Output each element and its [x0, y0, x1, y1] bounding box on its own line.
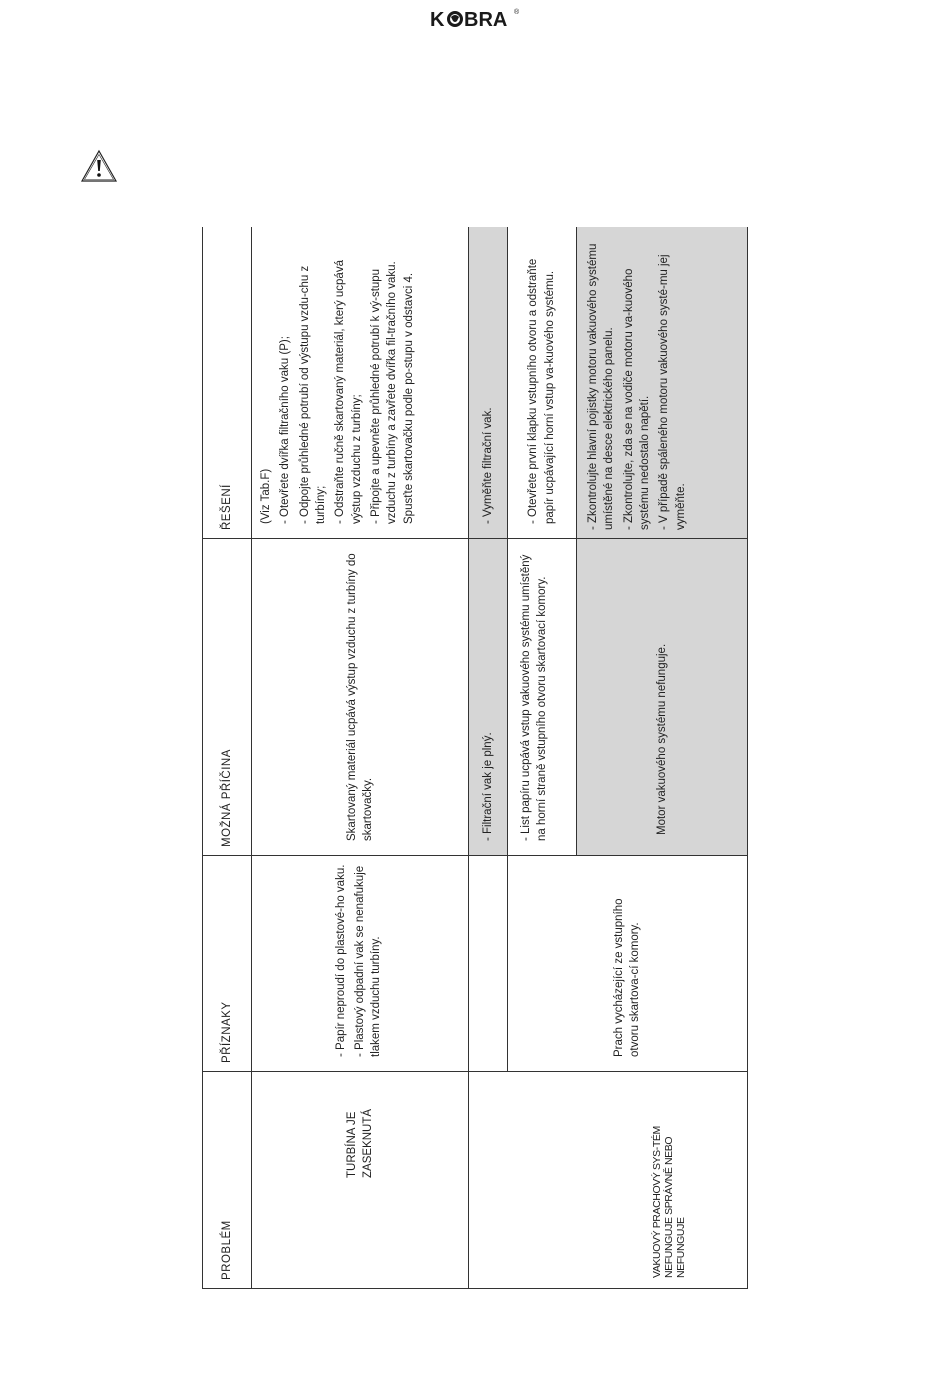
- kobra-logo: [430, 6, 525, 32]
- kobra-logo-mark: [430, 6, 525, 32]
- header-problem: PROBLÉM: [203, 1072, 252, 1289]
- troubleshooting-table-container: [202, 227, 748, 1289]
- header-solution: ŘEŠENÍ: [203, 227, 252, 539]
- svg-text:BRA: BRA: [464, 9, 508, 31]
- solution-line: - Odpojte průhledné potrubí od výstupu vzdu-chu z turbíny;: [298, 265, 327, 524]
- symptoms-cell: [252, 856, 469, 1072]
- solution-cell: [252, 227, 469, 539]
- troubleshooting-table: [202, 227, 748, 1289]
- solution-line: - Zkontrolujte, zda se na vodiče motoru va-kuového systému nedostalo napětí.: [622, 268, 651, 530]
- problem-cell: TURBÍNA JE ZASEKNUTÁ: [252, 1072, 469, 1289]
- solution-cell: - Vyměňte filtrační vak.: [469, 227, 507, 539]
- solution-cell: - Otevřete první klapku vstupního otvoru a odstraňte papír ucpávající horní vstup va-kuového systému.: [507, 227, 576, 539]
- cause-cell: Motor vakuového systému nefunguje.: [576, 539, 747, 856]
- svg-text:K: K: [430, 9, 445, 31]
- symptom-line: - Papír neproudí do plastové-ho vaku.: [334, 864, 347, 1057]
- table-row: [469, 227, 507, 1289]
- symptoms-cell: Prach vycházející ze vstupního otvoru skartova-cí komory.: [507, 856, 747, 1072]
- table-header-row: [203, 227, 252, 1289]
- solution-line: - Připojte a upevněte průhledné potrubí k vý-stupu vzduchu z turbíny a zavřete dvířka fil-tračního vaku. Spusťte skartovačku podle po-stupu v odstavci 4.: [369, 261, 415, 524]
- solution-line: - Odstraňte ručně skartovaný materiál, který ucpává výstup vzduchu z turbíny;: [334, 260, 363, 524]
- solution-line: - Otevřete dvířka filtračního vaku (P);: [279, 336, 292, 524]
- warning-triangle-icon: [80, 149, 118, 183]
- header-cause: MOŽNÁ PŘÍČINA: [203, 539, 252, 856]
- symptom-line: - Plastový odpadní vak se nenafukuje tlakem vzduchu turbíny.: [353, 865, 383, 1057]
- solution-line: - V případě spáleného motoru vakuového systé-mu jej vyměňte.: [658, 254, 687, 530]
- solution-cell: [576, 227, 747, 539]
- cause-cell: - List papíru ucpává vstup vakuového systému umístěný na horní straně vstupního otvoru skartovací komory.: [507, 539, 576, 856]
- registered-mark: ®: [514, 9, 520, 16]
- problem-cell: VAKUOVÝ PRACHOVÝ SYS-TÉM NEFUNGUJE SPRÁVNĚ NEBO NEFUNGUJE: [469, 1072, 748, 1289]
- symptoms-cell: [469, 856, 507, 1072]
- cause-cell: Skartovaný materiál ucpává výstup vzduchu z turbíny do skartovačky.: [252, 539, 469, 856]
- solution-line: (Viz Tab.F): [260, 468, 272, 524]
- cause-cell: - Filtrační vak je plný.: [469, 539, 507, 856]
- solution-line: - Zkontrolujte hlavní pojistky motoru vakuového systému umístěné na desce elektrického panelu.: [586, 243, 616, 530]
- table-row: [252, 227, 469, 1289]
- header-symptoms: PŘÍZNAKY: [203, 856, 252, 1072]
